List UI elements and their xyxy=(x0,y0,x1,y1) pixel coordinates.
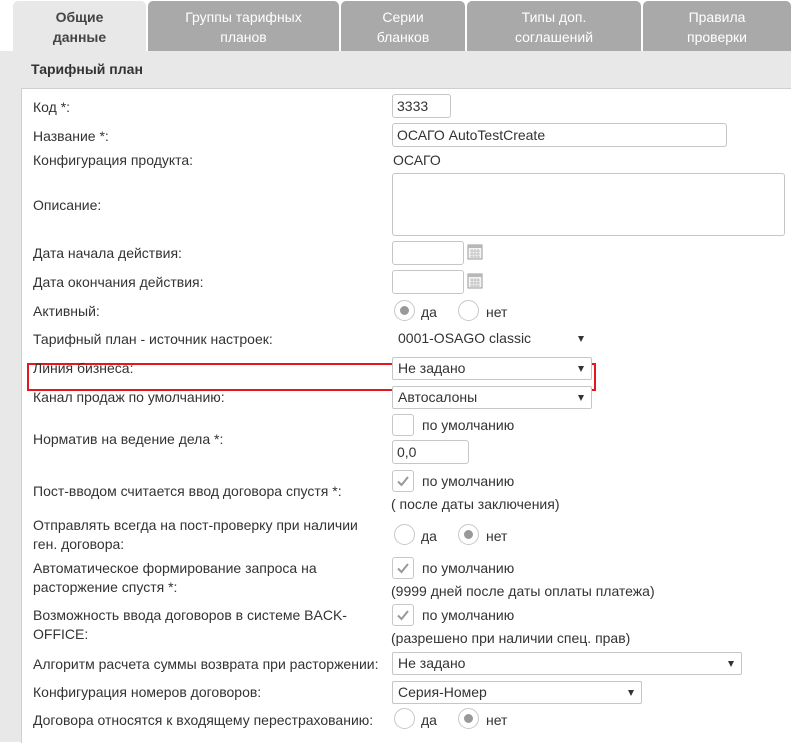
norm-default-label: по умолчанию xyxy=(422,417,515,433)
norm-input[interactable] xyxy=(392,440,469,464)
name-input[interactable] xyxy=(392,123,727,147)
refund-algo-select[interactable] xyxy=(392,652,742,675)
refund-algo-value: Не задано xyxy=(398,655,466,671)
dropdown-arrow-icon xyxy=(628,690,634,696)
reinsurance-no-radio[interactable] xyxy=(458,708,479,729)
active-yes-label: да xyxy=(421,304,437,320)
description-label: Описание: xyxy=(33,197,102,213)
tab-general-line1: Общие xyxy=(55,9,104,25)
tab-blank-series-line1: Серии xyxy=(382,9,424,25)
tab-tariff-groups[interactable] xyxy=(148,1,339,51)
post-input-default-label: по умолчанию xyxy=(422,473,515,489)
tab-agreement-types-line2: соглашений xyxy=(514,29,594,45)
checkmark-icon xyxy=(396,561,410,575)
post-check-yes-label: да xyxy=(421,528,437,544)
active-label: Активный: xyxy=(33,303,100,319)
business-line-select[interactable] xyxy=(392,357,592,380)
start-date-input[interactable] xyxy=(392,241,464,265)
auto-termination-default-label: по умолчанию xyxy=(422,560,515,576)
dropdown-arrow-icon xyxy=(578,395,584,401)
checkmark-icon xyxy=(396,608,410,622)
backoffice-note: (разрешено при наличии спец. прав) xyxy=(391,630,631,646)
tab-general-line2: данные xyxy=(52,29,107,45)
name-label: Название *: xyxy=(33,128,109,144)
dropdown-arrow-icon xyxy=(578,366,584,372)
reinsurance-yes-label: да xyxy=(421,712,437,728)
post-check-yes-radio[interactable] xyxy=(394,524,415,545)
description-textarea[interactable] xyxy=(392,173,785,236)
backoffice-label-line1: Возможность ввода договоров в системе BACK- xyxy=(33,607,347,623)
code-input[interactable] xyxy=(392,94,451,118)
auto-termination-default-checkbox[interactable] xyxy=(392,557,414,579)
numbering-select[interactable] xyxy=(392,681,642,704)
form-content xyxy=(21,88,791,743)
post-input-default-checkbox[interactable] xyxy=(392,470,414,492)
tab-check-rules-line1: Правила xyxy=(688,9,746,25)
backoffice-label-line2: OFFICE: xyxy=(33,626,89,642)
active-yes-radio[interactable] xyxy=(394,300,415,321)
auto-termination-label-line2: расторжение спустя *: xyxy=(33,579,178,595)
backoffice-default-label: по умолчанию xyxy=(422,607,515,623)
business-line-value: Не задано xyxy=(398,360,466,376)
tab-agreement-types[interactable] xyxy=(467,1,641,51)
refund-algo-label: Алгоритм расчета суммы возврата при расторжении: xyxy=(33,656,379,672)
dropdown-arrow-icon xyxy=(578,336,584,342)
calendar-icon[interactable] xyxy=(467,244,483,260)
active-no-radio[interactable] xyxy=(458,300,479,321)
start-date-label: Дата начала действия: xyxy=(33,245,182,261)
auto-termination-note: (9999 дней после даты оплаты платежа) xyxy=(391,583,655,599)
numbering-label: Конфигурация номеров договоров: xyxy=(33,684,262,700)
tab-tariff-groups-line1: Группы тарифных xyxy=(185,9,302,25)
tab-general[interactable] xyxy=(13,1,146,52)
numbering-value: Серия-Номер xyxy=(398,684,487,700)
norm-label: Норматив на ведение дела *: xyxy=(33,431,224,447)
backoffice-default-checkbox[interactable] xyxy=(392,604,414,626)
tab-bar xyxy=(0,0,791,52)
tab-agreement-types-line1: Типы доп. xyxy=(521,9,587,25)
post-input-note: ( после даты заключения) xyxy=(391,496,560,512)
product-config-label: Конфигурация продукта: xyxy=(33,152,194,168)
checkmark-icon xyxy=(396,474,410,488)
post-check-no-radio[interactable] xyxy=(458,524,479,545)
source-plan-label: Тарифный план - источник настроек: xyxy=(33,331,273,347)
source-plan-select[interactable] xyxy=(392,327,592,350)
sales-channel-select[interactable] xyxy=(392,386,592,409)
active-no-label: нет xyxy=(486,304,508,320)
post-input-label: Пост-вводом считается ввод договора спустя *: xyxy=(33,483,342,499)
dropdown-arrow-icon xyxy=(728,661,734,667)
business-line-label: Линия бизнеса: xyxy=(33,360,134,376)
panel-title: Тарифный план xyxy=(31,61,143,77)
tab-blank-series[interactable] xyxy=(341,1,465,51)
reinsurance-yes-radio[interactable] xyxy=(394,708,415,729)
tab-check-rules-line2: проверки xyxy=(687,29,747,45)
tab-check-rules[interactable] xyxy=(643,1,791,51)
auto-termination-label-line1: Автоматическое формирование запроса на xyxy=(33,560,317,576)
norm-default-checkbox[interactable] xyxy=(392,414,414,436)
calendar-icon[interactable] xyxy=(467,273,483,289)
source-plan-value: 0001-OSAGO classic xyxy=(398,330,532,346)
sales-channel-value: Автосалоны xyxy=(398,389,478,405)
product-config-value: ОСАГО xyxy=(393,152,441,168)
tariff-plan-panel xyxy=(0,51,791,742)
reinsurance-label: Договора относятся к входящему перестрахованию: xyxy=(33,712,374,728)
sales-channel-label: Канал продаж по умолчанию: xyxy=(33,389,225,405)
end-date-input[interactable] xyxy=(392,270,464,294)
end-date-label: Дата окончания действия: xyxy=(33,274,204,290)
post-check-no-label: нет xyxy=(486,528,508,544)
post-check-label-line1: Отправлять всегда на пост-проверку при наличии xyxy=(33,517,358,533)
post-check-label-line2: ген. договора: xyxy=(33,536,125,552)
tab-tariff-groups-line2: планов xyxy=(220,29,267,45)
code-label: Код *: xyxy=(33,99,71,115)
tab-blank-series-line2: бланков xyxy=(376,29,430,45)
reinsurance-no-label: нет xyxy=(486,712,508,728)
